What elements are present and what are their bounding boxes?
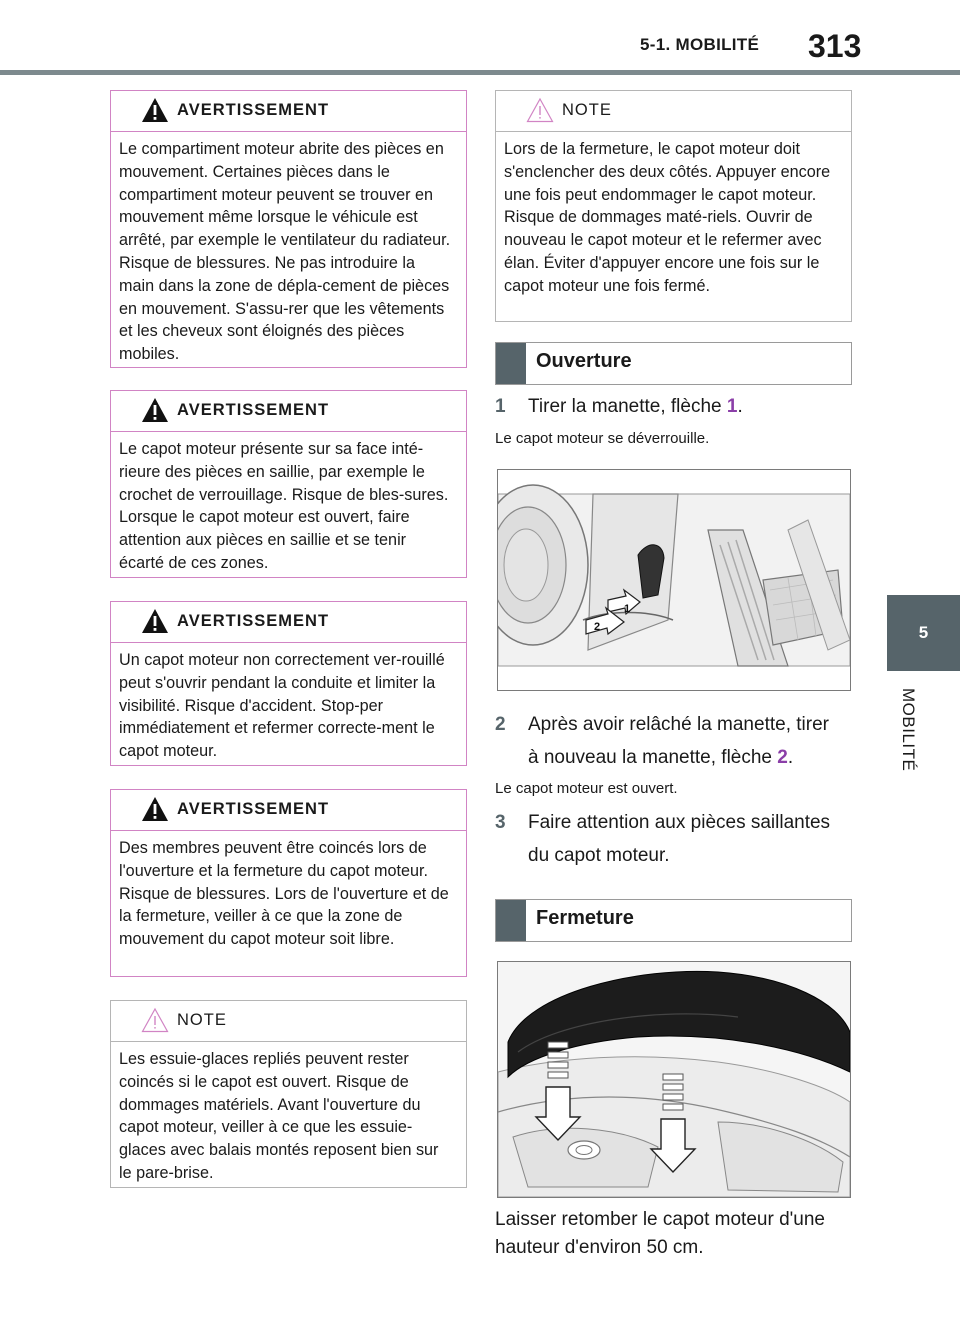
step-number: 2 <box>495 714 506 735</box>
caution-outline-icon <box>141 1007 169 1033</box>
warning-header <box>111 602 466 643</box>
hood-closing-illustration <box>497 961 851 1198</box>
warning-title: AVERTISSEMENT <box>177 612 330 630</box>
closing-text-line2: hauteur d'environ 50 cm. <box>495 1237 704 1258</box>
arrow-ref: 1 <box>726 396 738 417</box>
step-number: 3 <box>495 812 506 833</box>
warning-title: AVERTISSEMENT <box>177 101 330 119</box>
warning-box-3 <box>110 601 467 766</box>
note-header <box>111 1001 466 1042</box>
note-text: Lors de la fermeture, le capot moteur doit s'enclencher des deux côtés. Appuyer encore une fois peut endommager le capot moteur. Risque de dommages maté-riels. Ouvrir de nouveau le capot moteur et le refermer avec élan. Éviter d'appuyer encore une fois sur le capot moteur une fois fermé. <box>504 140 831 295</box>
hood-closing-drawing <box>498 962 850 1197</box>
header-rule <box>0 70 960 75</box>
heading-bar <box>496 900 526 941</box>
step-3 <box>495 806 830 872</box>
warning-text: Le compartiment moteur abrite des pièces en mouvement. Certaines pièces dans le compartiment moteur peuvent se trouver en mouvement même lorsque le véhicule est arrêté, par exemple le ventilateur du radiateur. Risque de blessures. Ne pas introduire la main dans la zone de dépla-cement de pièces en mouvement. S'assu-rer que les vêtements et les cheveux sont éloignés des pièces mobiles. <box>119 140 451 364</box>
hood-release-drawing <box>498 470 850 690</box>
warning-title: AVERTISSEMENT <box>177 800 330 818</box>
step-2 <box>495 708 829 774</box>
step-number: 1 <box>495 396 506 417</box>
warning-text: Des membres peuvent être coincés lors de l'ouverture et la fermeture du capot moteur. Risque de blessures. Lors de l'ouverture et de la fermeture, veiller à ce que la zone de mouvement du capot moteur soit libre. <box>119 839 449 949</box>
note-text: Les essuie-glaces repliés peuvent rester coincés si le capot est ouvert. Risque de dommages matériels. Avant l'ouverture du capot moteur, veiller à ce que les essuie-glaces avec balais montés reposent bien sur le pare-brise. <box>119 1050 439 1182</box>
note-title: NOTE <box>177 1011 227 1029</box>
warning-icon <box>141 397 169 423</box>
section-title: 5-1. MOBILITÉ <box>640 35 760 54</box>
figure-label-2: 2 <box>594 621 601 633</box>
warning-box-4 <box>110 789 467 977</box>
note-box-2 <box>495 90 852 322</box>
caution-outline-icon <box>526 97 554 123</box>
section-heading-fermeture <box>495 899 852 942</box>
note-box-1 <box>110 1000 467 1188</box>
step-2-result: Le capot moteur est ouvert. <box>495 780 678 797</box>
page-number: 313 <box>808 28 862 64</box>
warning-text: Le capot moteur présente sur sa face inté-rieure des pièces en saillie, par exemple le crochet de verrouillage. Risque de bles-sures. Lorsque le capot moteur est ouvert, faire attention aux pièces en saillie et se tenir écarté de ces zones. <box>119 440 449 572</box>
closing-instruction <box>495 1206 855 1262</box>
warning-icon <box>141 97 169 123</box>
figure-label-1: 1 <box>624 603 631 615</box>
hood-release-illustration <box>497 469 851 691</box>
warning-box-1 <box>110 90 467 368</box>
note-header <box>496 91 851 132</box>
step-text: Tirer la manette, flèche <box>528 396 722 417</box>
heading-bar <box>496 343 526 384</box>
step-1 <box>495 390 743 423</box>
chapter-number: 5 <box>918 623 929 642</box>
warning-box-2 <box>110 390 467 578</box>
warning-title: AVERTISSEMENT <box>177 401 330 419</box>
note-title: NOTE <box>562 101 612 119</box>
warning-icon <box>141 608 169 634</box>
heading-text: Fermeture <box>536 907 634 929</box>
chapter-label: MOBILITÉ <box>899 688 918 772</box>
arrow-ref: 2 <box>777 747 788 768</box>
section-heading-ouverture <box>495 342 852 385</box>
warning-icon <box>141 796 169 822</box>
step-text: Après avoir relâché la manette, tirer <box>528 714 829 735</box>
chapter-tab[interactable] <box>887 595 960 671</box>
step-text-cont: du capot moteur. <box>528 845 670 866</box>
step-text-cont: à nouveau la manette, flèche <box>528 747 773 768</box>
step-end: . <box>737 396 743 417</box>
warning-text: Un capot moteur non correctement ver-rouillé peut s'ouvrir pendant la conduite et limiter la visibilité. Risque d'accident. Stop-per immédiatement et refermer correcte-ment le capot moteur. <box>119 651 445 761</box>
warning-header <box>111 790 466 831</box>
step-end: . <box>787 747 794 768</box>
closing-text-line1: Laisser retomber le capot moteur d'une <box>495 1209 825 1230</box>
step-text: Faire attention aux pièces saillantes <box>528 812 831 833</box>
step-1-result: Le capot moteur se déverrouille. <box>495 430 710 447</box>
heading-text: Ouverture <box>536 350 632 372</box>
warning-header <box>111 391 466 432</box>
warning-header <box>111 91 466 132</box>
